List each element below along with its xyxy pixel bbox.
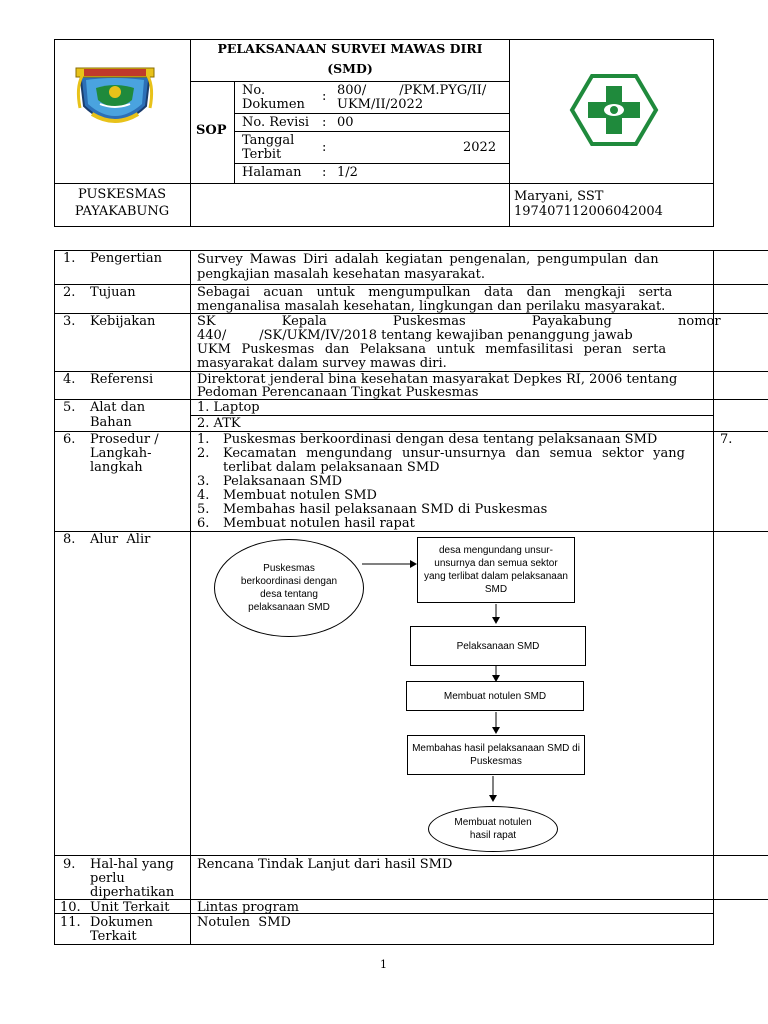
row-label-alur-alir: Alur Alir xyxy=(90,532,151,547)
pengertian-text: Survey Mawas Diri adalah kegiatan pengenalan, pengumpulan dan xyxy=(197,252,659,267)
flow-arrow-down xyxy=(490,604,502,624)
step-number: 6. xyxy=(197,516,210,531)
referensi-text-2: Pedoman Perencanaan Tingkat Puskesmas xyxy=(197,385,479,400)
dokumen-text: Notulen SMD xyxy=(197,915,291,930)
colon: : xyxy=(322,89,327,104)
row-number: 6. xyxy=(63,432,76,447)
row-label-dokumen-2: Terkait xyxy=(90,929,137,944)
step-number: 3. xyxy=(197,474,210,489)
regency-crest-logo xyxy=(72,58,158,134)
row-label-alat: Alat dan xyxy=(90,400,146,415)
colon: : xyxy=(322,115,327,130)
alat-item-atk: 2. ATK xyxy=(197,416,241,431)
step-text: Puskesmas berkoordinasi dengan desa tentang pelaksanaan SMD xyxy=(223,432,658,447)
row-label-dokumen: Dokumen xyxy=(90,915,153,930)
row-number: 11. xyxy=(60,915,81,930)
flow-arrow-down xyxy=(487,776,499,802)
row-label-prosedur-3: langkah xyxy=(90,460,143,475)
row-label-prosedur: Prosedur / xyxy=(90,432,159,447)
step-number: 1. xyxy=(197,432,210,447)
row-number: 5. xyxy=(63,400,76,415)
kebijakan-text-4: masyarakat dalam survey mawas diri. xyxy=(197,356,447,371)
kebijakan-text: SK Kepala Puskesmas Payakabung nomor xyxy=(197,314,721,329)
tujuan-text: Sebagai acuan untuk mengumpulkan data dan mengkaji serta xyxy=(197,285,673,300)
halaman-value: 1/2 xyxy=(337,165,358,180)
step-text: Pelaksanaan SMD xyxy=(223,474,343,489)
flow-arrow-right xyxy=(362,558,418,570)
row-label-hal: Hal-hal yang xyxy=(90,857,174,872)
row-number: 10. xyxy=(60,900,81,915)
signer-nip: 197407112006042004 xyxy=(514,204,663,219)
org-name: PUSKESMAS xyxy=(77,187,167,202)
row-number: 1. xyxy=(63,251,76,266)
flow-node-notulen-rapat: Membuat notulen hasil rapat xyxy=(428,806,558,852)
no-dokumen-label: No. xyxy=(242,83,266,98)
pengertian-text-2: pengkajian masalah kesehatan masyarakat. xyxy=(197,267,486,282)
row-number: 2. xyxy=(63,285,76,300)
colon: : xyxy=(322,165,327,180)
doc-title-sub: (SMD) xyxy=(327,61,373,76)
no-dokumen-value-2: UKM/II/2022 xyxy=(337,97,424,112)
flow-node-mengundang: desa mengundang unsur- unsurnya dan semua sektor yang terlibat dalam pelaksanaan SMD xyxy=(417,537,575,603)
tanggal-terbit-label: Tanggal xyxy=(242,133,295,148)
colon: : xyxy=(322,140,327,155)
hal-text: Rencana Tindak Lanjut dari hasil SMD xyxy=(197,857,453,872)
sop-label: SOP xyxy=(196,123,227,138)
row-label-prosedur-2: Langkah- xyxy=(90,446,152,461)
row-number: 4. xyxy=(63,372,76,387)
row-label-pengertian: Pengertian xyxy=(90,251,162,266)
step-text: Membuat notulen SMD xyxy=(223,488,377,503)
tanggal-terbit-value: 2022 xyxy=(463,140,497,155)
signer-name: Maryani, SST xyxy=(514,189,604,204)
kebijakan-text-3: UKM Puskesmas dan Pelaksana untuk memfasilitasi peran serta xyxy=(197,342,667,357)
unit-text: Lintas program xyxy=(197,900,299,915)
no-revisi-label: No. Revisi xyxy=(242,115,310,130)
flow-node-pelaksanaan: Pelaksanaan SMD xyxy=(410,626,586,666)
row-number: 3. xyxy=(63,314,76,329)
step-number: 4. xyxy=(197,488,210,503)
row-label-hal-3: diperhatikan xyxy=(90,885,175,900)
step-text-cont: terlibat dalam pelaksanaan SMD xyxy=(223,460,440,475)
no-dokumen-label-2: Dokumen xyxy=(242,97,305,112)
tanggal-terbit-label-2: Terbit xyxy=(242,147,282,162)
row-label-tujuan: Tujuan xyxy=(90,285,136,300)
row-label-hal-2: perlu xyxy=(90,871,125,886)
flow-arrow-down xyxy=(490,666,502,682)
puskesmas-logo xyxy=(568,72,660,148)
side-note-number: 7. xyxy=(720,432,733,447)
row-label-referensi: Referensi xyxy=(90,372,154,387)
org-name-2: PAYAKABUNG xyxy=(74,204,170,219)
step-text: Membuat notulen hasil rapat xyxy=(223,516,415,531)
row-label-unit: Unit Terkait xyxy=(90,900,170,915)
step-text: Kecamatan mengundang unsur-unsurnya dan semua sektor yang xyxy=(223,446,685,461)
flow-node-membahas: Membahas hasil pelaksanaan SMD di Puskesmas xyxy=(407,735,585,775)
step-number: 5. xyxy=(197,502,210,517)
row-label-kebijakan: Kebijakan xyxy=(90,314,156,329)
halaman-label: Halaman xyxy=(242,165,302,180)
flow-node-koordinasi: Puskesmas berkoordinasi dengan desa tentang pelaksanaan SMD xyxy=(214,539,364,637)
row-label-alat-2: Bahan xyxy=(90,415,132,430)
row-number: 8. xyxy=(63,532,76,547)
flow-node-notulen: Membuat notulen SMD xyxy=(406,681,584,711)
row-number: 9. xyxy=(63,857,76,872)
kebijakan-text-2: 440/ /SK/UKM/IV/2018 tentang kewajiban penanggung jawab xyxy=(197,328,633,343)
no-dokumen-value: 800/ /PKM.PYG/II/ xyxy=(337,83,487,98)
no-revisi-value: 00 xyxy=(337,115,354,130)
step-number: 2. xyxy=(197,446,210,461)
doc-title: PELAKSANAAN SURVEI MAWAS DIRI xyxy=(217,41,483,56)
page-number: 1 xyxy=(380,958,387,971)
alat-item-laptop: 1. Laptop xyxy=(197,400,260,415)
tujuan-text-2: menganalisa masalah kesehatan, lingkungan dan perilaku masyarakat. xyxy=(197,299,666,314)
referensi-text: Direktorat jenderal bina kesehatan masyarakat Depkes RI, 2006 tentang xyxy=(197,372,678,387)
flow-arrow-down xyxy=(490,712,502,734)
step-text: Membahas hasil pelaksanaan SMD di Puskesmas xyxy=(223,502,548,517)
